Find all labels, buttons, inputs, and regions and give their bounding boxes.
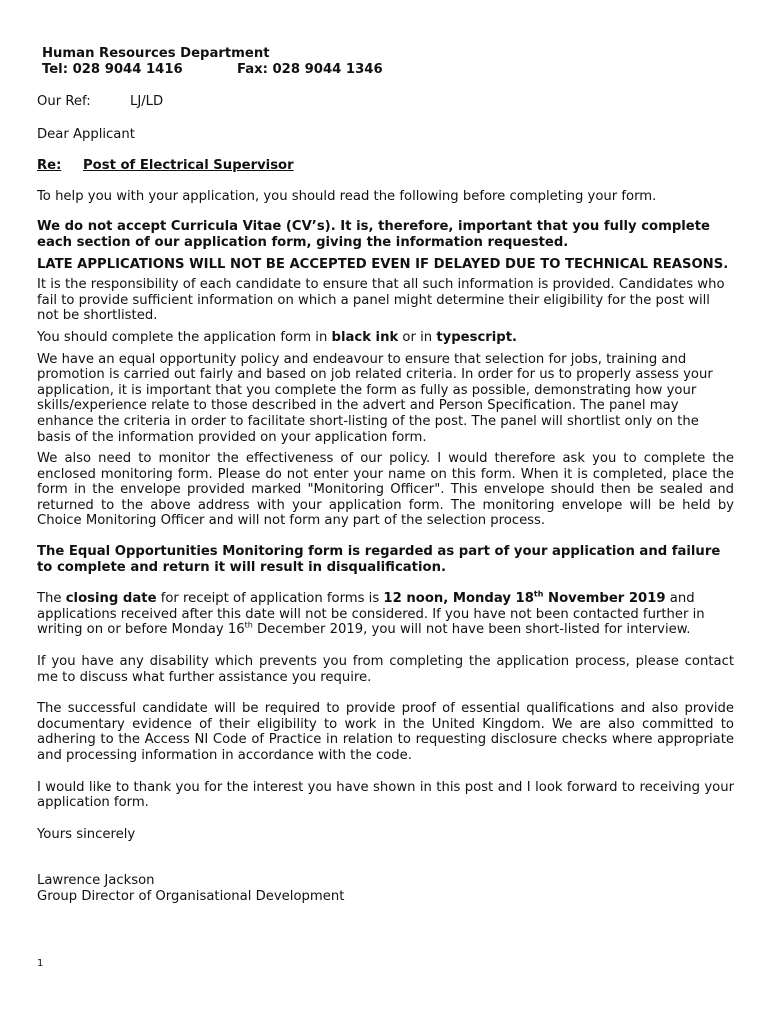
signoff: Yours sincerely xyxy=(37,826,136,842)
reference-label: Our Ref: xyxy=(37,94,91,109)
reference-line xyxy=(37,94,734,110)
page-number: 1 xyxy=(37,958,44,969)
closing-rest-sup: th xyxy=(244,621,253,631)
qualifications-paragraph: The successful candidate will be required to provide proof of essential qualifications and also provide documentary evidence of their eligibility to work in the United Kingdom. We are also committed to adhering to the Access NI Code of Practice in relation to requesting disclosure checks where appropriate and processing information in accordance with the code. xyxy=(37,701,734,763)
subject-title: Post of Electrical Supervisor xyxy=(83,158,294,174)
letter xyxy=(37,46,734,905)
contact-row xyxy=(42,62,734,78)
closing-date-label: closing date xyxy=(65,591,157,607)
department-name: Human Resources Department xyxy=(42,46,270,61)
responsibility-paragraph: It is the responsibility of each candidate to ensure that all such information is provided. Candidates who fail to provide sufficient information on which a panel might determine their eligibility for the post will not be shortlisted. xyxy=(37,277,725,324)
eo-form-notice: The Equal Opportunities Monitoring form is regarded as part of your application and failure to complete and return it will result in disqualification. xyxy=(37,544,721,575)
ink-prefix: You should complete the application form in xyxy=(37,329,332,345)
closing-rest-a: and applications received after this date will not be considered. If you have not been contacted further in writing on or before Monday 16 xyxy=(37,591,705,638)
closing-date-a: 12 noon, Monday 18 xyxy=(383,591,534,607)
monitoring-paragraph: We also need to monitor the effectiveness of our policy. I would therefore ask you to complete the enclosed monitoring form. Please do not enter your name on this form. When it is completed, place the form in the envelope provided marked "Monitoring Officer". This envelope should then be sealed and returned to the above address with your application form. The monitoring envelope will be held by Choice Monitoring Officer and will not form any part of the selection process. xyxy=(37,451,734,529)
closing-mid: for receipt of application forms is xyxy=(156,591,384,607)
subject-label: Re: xyxy=(37,158,62,174)
ink-typescript: typescript. xyxy=(436,329,518,345)
late-applications-notice: LATE APPLICATIONS WILL NOT BE ACCEPTED EVEN IF DELAYED DUE TO TECHNICAL REASONS. xyxy=(37,256,729,272)
thanks-paragraph: I would like to thank you for the interest you have shown in this post and I look forward to receiving your application form. xyxy=(37,779,734,811)
fax: Fax: 028 9044 1346 xyxy=(237,62,383,77)
equal-opportunity-paragraph: We have an equal opportunity policy and endeavour to ensure that selection for jobs, training and promotion is carried out fairly and based on job related criteria. In order for us to properly assess your application, it is important that you complete the form as fully as possible, demonstrating how your skills/experience relate to those described in the advert and Person Specification. The panel may enhance the criteria in order to facilitate short-listing of the post. The panel will shortlist only on the basis of the information provided on your application form. xyxy=(37,351,713,445)
intro-paragraph: To help you with your application, you should read the following before completing your form. xyxy=(37,188,657,204)
salutation: Dear Applicant xyxy=(37,126,135,142)
signer-title: Group Director of Organisational Development xyxy=(37,888,345,904)
signer-name: Lawrence Jackson xyxy=(37,873,155,889)
subject-line xyxy=(37,158,734,174)
disability-paragraph: If you have any disability which prevents you from completing the application process, please contact me to discuss what further assistance you require. xyxy=(37,654,734,685)
letterhead xyxy=(42,46,734,78)
closing-date-b: November 2019 xyxy=(543,591,666,607)
ink-black: black ink xyxy=(331,329,399,345)
closing-date-value xyxy=(383,591,665,606)
closing-date-paragraph xyxy=(37,591,734,638)
telephone: Tel: 028 9044 1416 xyxy=(42,62,183,77)
ink-or: or in xyxy=(398,329,437,345)
signature-block xyxy=(37,873,734,904)
closing-the: The xyxy=(37,591,66,607)
closing-rest-b: December 2019, you will not have been short-listed for interview. xyxy=(252,622,691,638)
ink-instruction xyxy=(37,330,734,346)
closing-date-sup: th xyxy=(533,589,544,599)
no-cv-notice: We do not accept Curricula Vitae (CV’s). It is, therefore, important that you fully complete each section of our application form, giving the information requested. xyxy=(37,219,710,250)
reference-value: LJ/LD xyxy=(130,94,164,109)
